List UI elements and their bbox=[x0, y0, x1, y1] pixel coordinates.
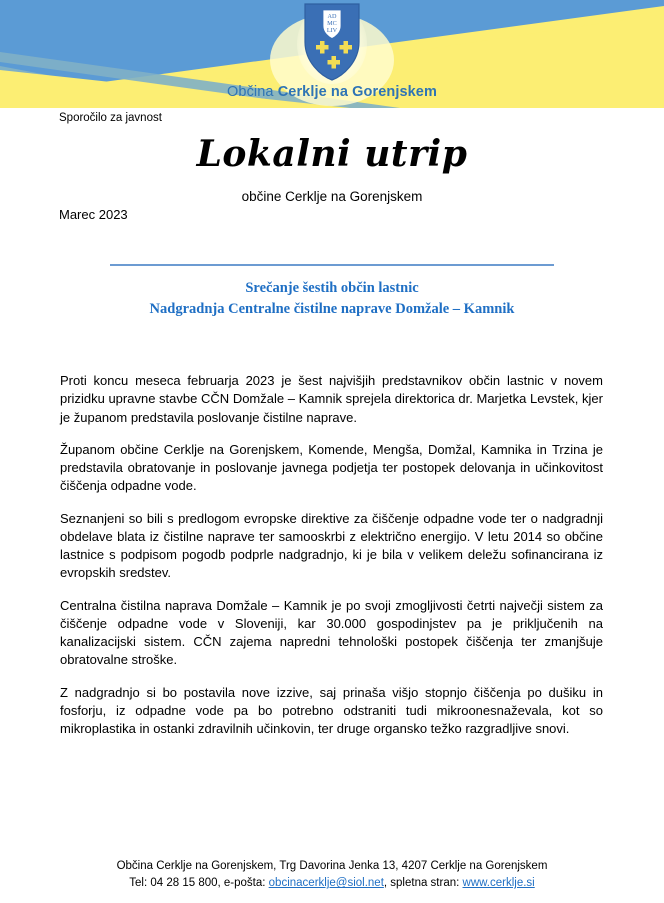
headline-line-1: Srečanje šestih občin lastnic bbox=[245, 280, 419, 296]
coat-of-arms-icon bbox=[297, 0, 367, 84]
press-release-label: Sporočilo za javnost bbox=[59, 112, 162, 124]
article-paragraph: Županom občine Cerklje na Gorenjskem, Komende, Mengša, Domžal, Kamnika in Trzina je predstavila obratovanje in poslovanje javnega podjetja ter postopek delovanja in učinkovitost čiščenja odpadne vode. bbox=[60, 441, 603, 494]
footer-contact-prefix: Tel: 04 28 15 800, e-pošta: bbox=[129, 877, 269, 890]
article-paragraph: Seznanjeni so bili s predlogom evropske direktive za čiščenje odpadne vode ter o nadgradnji obdelave blata iz čistilne naprave ter samooskrbi z električno energijo. V letu 2014 so občine lastnice s podpisom pogodb podprle nadgradnjo, ki je bila v velikem deležu sofinancirana iz evropskih sredstev. bbox=[60, 510, 603, 581]
headline-divider bbox=[110, 264, 554, 266]
page-subtitle: občine Cerklje na Gorenjskem bbox=[241, 189, 423, 204]
footer-address: Občina Cerklje na Gorenjskem, Trg Davorina Jenka 13, 4207 Cerklje na Gorenjskem bbox=[116, 860, 548, 872]
footer-website-link[interactable]: www.cerklje.si bbox=[462, 877, 535, 890]
municipality-title bbox=[0, 85, 664, 100]
footer-contact bbox=[0, 875, 664, 892]
svg-text:LIV: LIV bbox=[326, 27, 338, 34]
svg-text:MC: MC bbox=[327, 20, 337, 27]
municipality-prefix: Občina bbox=[227, 84, 278, 100]
shield-svg bbox=[297, 0, 367, 84]
header-banner bbox=[0, 0, 664, 108]
article-body bbox=[60, 372, 603, 738]
headline-line-2: Nadgradnja Centralne čistilne naprave Domžale – Kamnik bbox=[149, 300, 515, 317]
footer-contact-middle: , spletna stran: bbox=[383, 877, 463, 890]
issue-date: Marec 2023 bbox=[59, 207, 128, 222]
article-paragraph: Proti koncu meseca februarja 2023 je šest najvišjih predstavnikov občin lastnic v novem prizidku upravne stavbe CČN Domžale – Kamnik sprejela direktorica dr. Marjetka Levstek, kjer je županom predstavila poslovanje čistilne naprave. bbox=[60, 373, 603, 425]
footer-email-link[interactable]: obcinacerklje@siol.net bbox=[268, 877, 384, 890]
article-paragraph: Z nadgradnjo si bo postavila nove izzive, saj prinaša višjo stopnjo čiščenja po dušiku in fosforju, iz odpadne vode pa bo potrebno odstraniti tudi mikroonesnaževala, kot so mikroplastika in ostanki zdravilnih učinkovin, ter druge organsko težko razgradljive snovi. bbox=[60, 684, 603, 736]
municipality-name: Cerklje na Gorenjskem bbox=[277, 84, 437, 100]
article-paragraph: Centralna čistilna naprava Domžale – Kamnik je po svoji zmogljivosti četrti največji sistem za čiščenje odpadne vode v Sloveniji, kar 30.000 gospodinjstev pa je priključenih na kanalizacijski sistem. CČN zajema napredni tehnološki postopek čiščenja ter zmanjšuje obratovalne stroške. bbox=[60, 597, 603, 668]
svg-text:AD: AD bbox=[327, 13, 337, 20]
article-headline bbox=[60, 278, 604, 319]
page-footer bbox=[0, 858, 664, 893]
page-title: Lokalni utrip bbox=[196, 133, 468, 175]
